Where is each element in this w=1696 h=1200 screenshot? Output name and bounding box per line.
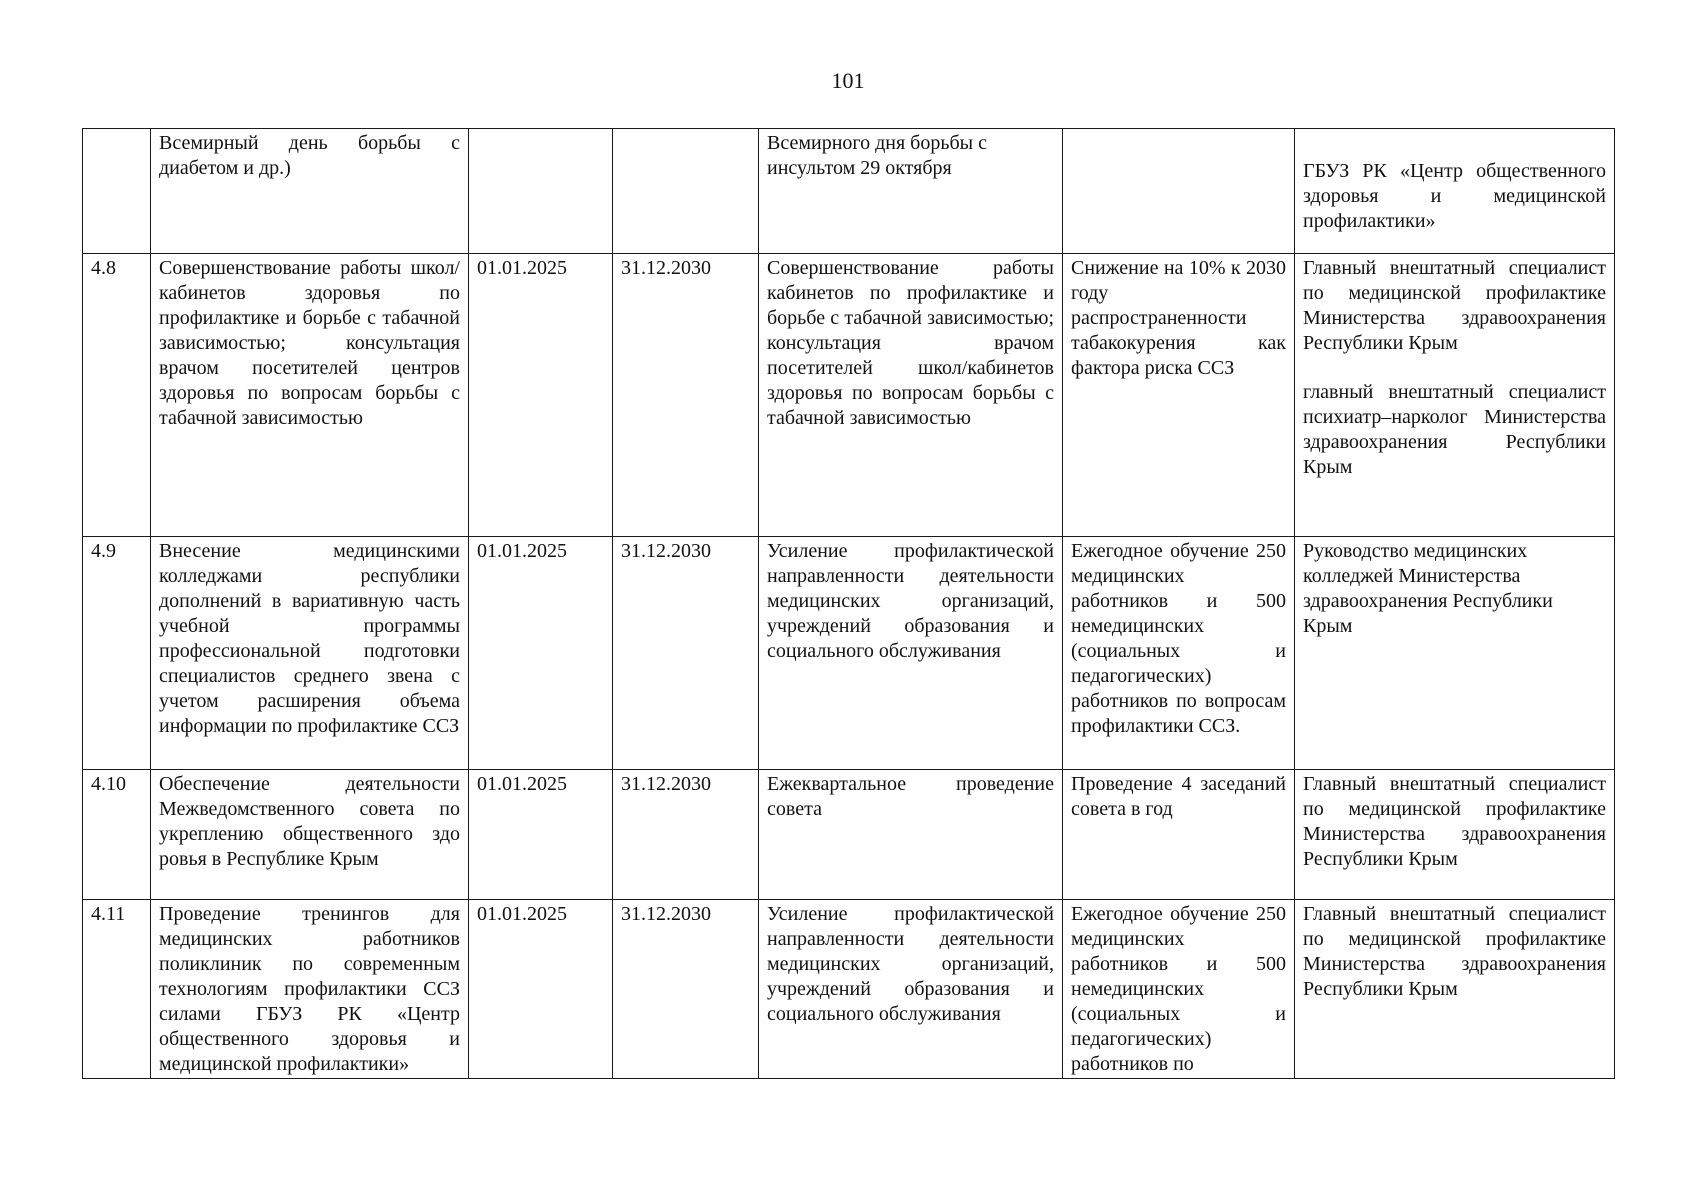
end-date: 31.12.2030: [613, 900, 759, 1079]
measures-table: [82, 128, 1615, 1079]
row-number: [83, 129, 151, 254]
target-indicator: Проведение 4 заседаний совета в год: [1063, 770, 1295, 900]
start-date: 01.01.2025: [469, 537, 613, 770]
table-row: [83, 900, 1615, 1079]
expected-result: Совершенствование работы кабинетов по профилактике и борьбе с табачной зависимостью; консультация врачом посетителей школ/кабинетов здоровья по вопросам борьбы с табачной зависимостью: [759, 254, 1063, 537]
table-row: [83, 770, 1615, 900]
measure-name: Обеспечение деятельности Межведомственного совета по укреплению общественного здо ровья в Республике Крым: [151, 770, 469, 900]
responsible-cell: [1295, 129, 1615, 254]
end-date: [613, 129, 759, 254]
start-date: 01.01.2025: [469, 900, 613, 1079]
start-date: 01.01.2025: [469, 254, 613, 537]
expected-result: Ежеквартальное проведение совета: [759, 770, 1063, 900]
end-date: 31.12.2030: [613, 254, 759, 537]
target-indicator: [1063, 129, 1295, 254]
responsible-party: Руководство медицинских колледжей Министерства здравоохранения Республики Крым: [1295, 537, 1615, 770]
measure-name: Всемирный день борьбы с диабетом и др.): [151, 129, 469, 254]
responsible-cell: [1295, 254, 1615, 537]
table-row: [83, 254, 1615, 537]
row-number: 4.11: [83, 900, 151, 1079]
end-date: 31.12.2030: [613, 770, 759, 900]
measure-name: Внесение медицинскими колледжами республики дополнений в вариативную часть учебной программы профессиональной подготовки специалистов среднего звена с учетом расширения объема информации по профилактике ССЗ: [151, 537, 469, 770]
responsible-party-secondary: главный внештатный специалист психиатр–нарколог Министерства здравоохранения Республики Крым: [1303, 381, 1606, 478]
target-indicator: Снижение на 10% к 2030 году распространенности табакокурения как фактора риска ССЗ: [1063, 254, 1295, 537]
start-date: 01.01.2025: [469, 770, 613, 900]
target-indicator: Ежегодное обучение 250 медицинских работников и 500 немедицинских (социальных и педагогических) работников по: [1063, 900, 1295, 1079]
start-date: [469, 129, 613, 254]
expected-result: Усиление профилактической направленности деятельности медицинских организаций, учреждений образования и социального обслуживания: [759, 537, 1063, 770]
end-date: 31.12.2030: [613, 537, 759, 770]
expected-result: Усиление профилактической направленности деятельности медицинских организаций, учреждений образования и социального обслуживания: [759, 900, 1063, 1079]
target-indicator: Ежегодное обучение 250 медицинских работников и 500 немедицинских (социальных и педагогических) работников по вопросам профилактики ССЗ.: [1063, 537, 1295, 770]
expected-result: Всемирного дня борьбы с инсультом 29 октября: [759, 129, 1063, 254]
responsible-party: Главный внештатный специалист по медицинской профилактике Министерства здравоохранения Республики Крым: [1295, 770, 1615, 900]
page-number: 101: [831, 68, 865, 93]
row-number: 4.9: [83, 537, 151, 770]
row-number: 4.10: [83, 770, 151, 900]
row-number: 4.8: [83, 254, 151, 537]
measure-name: Проведение тренингов для медицинских работников поликлиник по современным технологиям профилактики ССЗ силами ГБУЗ РК «Центр общественного здоровья и медицинской профилактики»: [151, 900, 469, 1079]
responsible-party: Главный внештатный специалист по медицинской профилактике Министерства здравоохранения Республики Крым: [1303, 257, 1606, 354]
responsible-party: Главный внештатный специалист по медицинской профилактике Министерства здравоохранения Республики Крым: [1295, 900, 1615, 1079]
responsible-party: ГБУЗ РК «Центр общественного здоровья и медицинской профилактики»: [1303, 160, 1606, 232]
table-row: [83, 129, 1615, 254]
table-row: [83, 537, 1615, 770]
measure-name: Совершенствование работы школ/кабинетов здоровья по профилактике и борьбе с табачной зависимостью; консультация врачом посетителей центров здоровья по вопросам борьбы с табачной зависимостью: [151, 254, 469, 537]
